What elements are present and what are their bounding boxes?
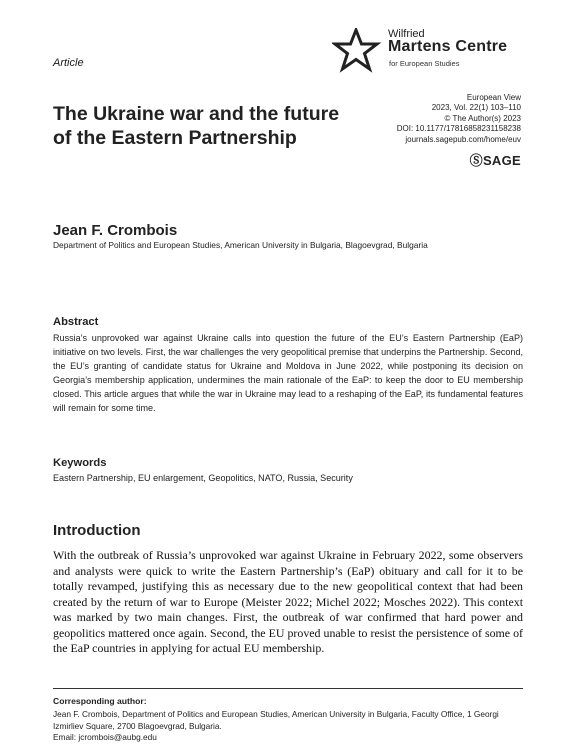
logo-wilfried-text: Wilfried bbox=[388, 28, 425, 40]
martens-centre-logo bbox=[332, 26, 522, 76]
corresponding-author-heading: Corresponding author: bbox=[53, 696, 147, 706]
keywords-text: Eastern Partnership, EU enlargement, Geopolitics, NATO, Russia, Security bbox=[53, 473, 353, 483]
corresponding-author-address: Jean F. Crombois, Department of Politics and European Studies, American University in Bulgaria, Faculty Office, 1 Georgi Izmirliev Square, 2700 Blagoevgrad, Bulgaria. bbox=[53, 709, 499, 731]
journal-doi: DOI: 10.1177/17816858231158238 bbox=[396, 124, 521, 134]
journal-url[interactable]: journals.sagepub.com/home/euv bbox=[405, 134, 521, 144]
journal-metadata bbox=[331, 93, 521, 145]
introduction-heading: Introduction bbox=[53, 522, 141, 539]
abstract-text: Russia’s unprovoked war against Ukraine calls into question the future of the EU’s Eastern Partnership (EaP) initiative on two levels. First, the war challenges the very geopolitical premise that underpins the Partnership. Second, the EU’s granting of candidate status for Ukraine and Moldova in June 2022, while postponing its decision on Georgia’s membership application, undermines the main rationale of the EaP: to keep the door to EU membership closed. This article argues that while the war in Ukraine may lead to a reshaping of the EaP, its fundamental features will remain for some time. bbox=[53, 333, 523, 414]
article-type-label: Article bbox=[53, 57, 84, 69]
journal-name: European View bbox=[466, 93, 521, 102]
corresponding-author-email[interactable]: Email: jcrombois@aubg.edu bbox=[53, 732, 157, 742]
footnote-divider bbox=[53, 688, 523, 689]
introduction-text: With the outbreak of Russia’s unprovoked war against Ukraine in February 2022, some observers and analysts were quick to write the Eastern Partnership’s (EaP) obituary and call for it to be totally revamped, justifying this as necessary due to the new geopolitical context that had been created by the return of war to Europe (Meister 2022; Michel 2022; Mosches 2022). This context was marked by two main changes. First, the outbreak of war confirmed that hard power and geopolitics mattered once again. Second, the EU proved unable to resist the persistence of some of the EaP countries in applying for actual EU membership. bbox=[53, 548, 523, 655]
star-logo-icon bbox=[332, 28, 382, 74]
logo-martens-centre-text: Martens Centre bbox=[388, 38, 508, 55]
sage-publisher-logo bbox=[470, 150, 521, 169]
keywords-heading: Keywords bbox=[53, 457, 107, 469]
abstract-heading: Abstract bbox=[53, 316, 99, 328]
author-name: Jean F. Crombois bbox=[53, 222, 178, 239]
sage-s-icon: Ⓢ bbox=[469, 153, 483, 168]
corresponding-author-details bbox=[53, 709, 523, 744]
journal-volume: 2023, Vol. 22(1) 103–110 bbox=[431, 103, 521, 113]
logo-subtitle-text: for European Studies bbox=[389, 59, 460, 68]
author-affiliation: Department of Politics and European Studies, American University in Bulgaria, Blagoevgrad, Bulgaria bbox=[53, 240, 428, 250]
sage-publisher-text: SAGE bbox=[482, 153, 521, 168]
article-title: The Ukraine war and the future of the Eastern Partnership bbox=[53, 103, 340, 149]
journal-copyright: © The Author(s) 2023 bbox=[444, 113, 521, 123]
